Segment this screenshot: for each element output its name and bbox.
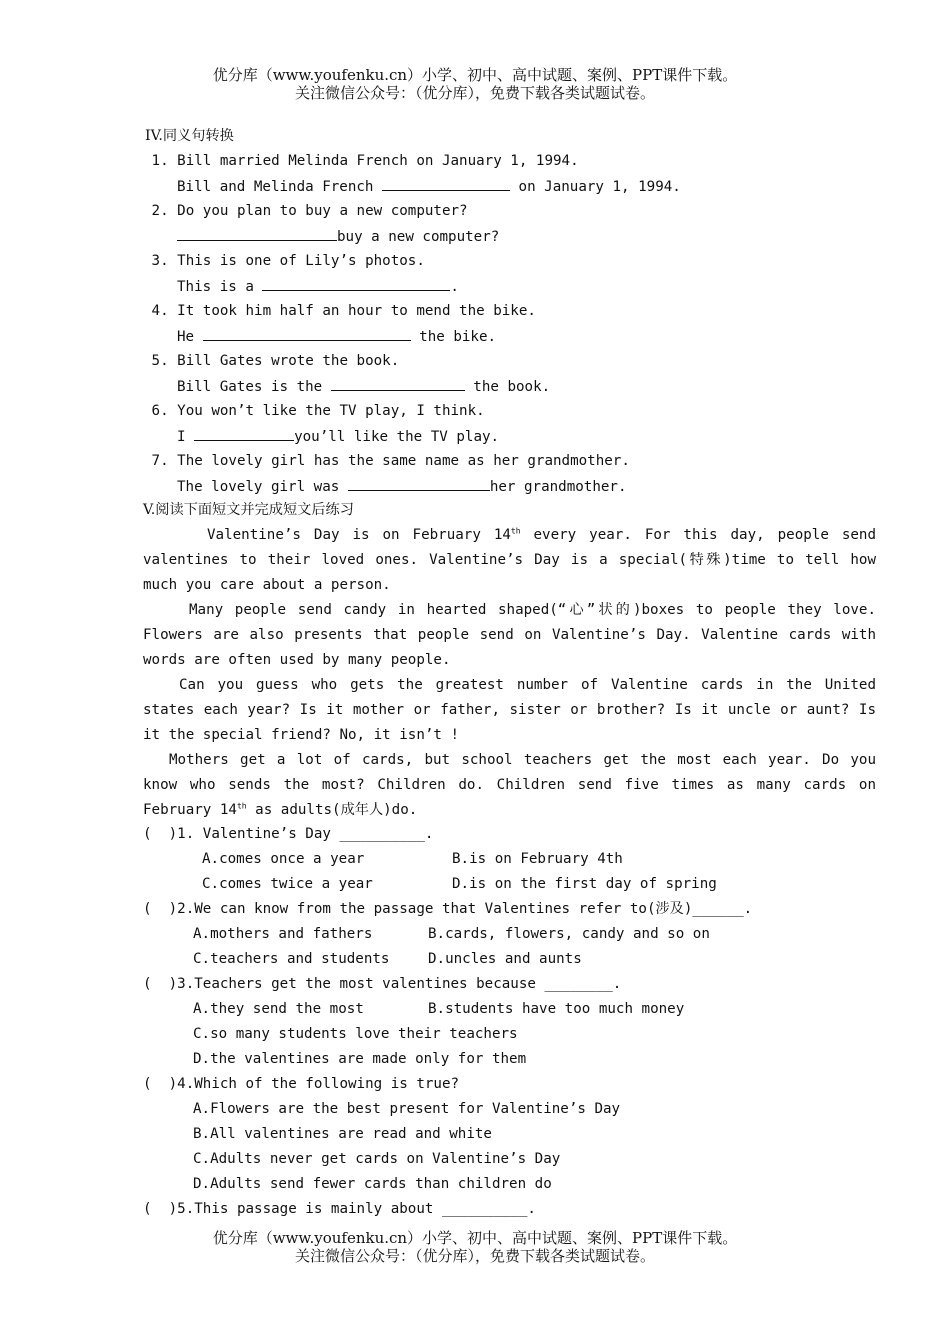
q3-option-b: B.students have too much money bbox=[428, 1001, 685, 1017]
passage-paragraph-1 bbox=[143, 523, 876, 598]
answer-text: her grandmother. bbox=[489, 479, 627, 495]
passage-paragraph-2: Many people send candy in hearted shaped(“心”状的)boxes to people they love. Flowers are also presents that people send on Valentine’s Day. Valentine cards with words are often used by many people. bbox=[143, 602, 876, 668]
superscript: th bbox=[236, 801, 247, 811]
section4-title: IV.同义句转换 bbox=[145, 128, 234, 144]
s4-q4: 4. It took him half an hour to mend the bike. bbox=[143, 303, 536, 319]
passage-text: every year. For this day, people send valentines to their loved ones. Valentine’s Day is a special(特殊)time to tell how much you care about a person. bbox=[143, 527, 876, 593]
s4-q3: 3. This is one of Lily’s photos. bbox=[143, 253, 425, 269]
q2-option-a: A.mothers and fathers bbox=[193, 926, 373, 942]
footer-line-2: 关注微信公众号：（优分库），免费下载各类试题试卷。 bbox=[294, 1247, 655, 1265]
q1-option-b: B.is on February 4th bbox=[452, 851, 623, 867]
q2-option-b: B.cards, flowers, candy and so on bbox=[428, 926, 710, 942]
header-line-2: 关注微信公众号：（优分库），免费下载各类试题试卷。 bbox=[294, 84, 655, 102]
q2-option-c: C.teachers and students bbox=[193, 951, 390, 967]
answer-text: Bill and Melinda French bbox=[177, 179, 382, 195]
s4-a1 bbox=[177, 176, 681, 197]
q3-option-d: D.the valentines are made only for them bbox=[193, 1051, 527, 1067]
passage-paragraph-3: Can you guess who gets the greatest number of Valentine cards in the United states each year? Is it mother or father, sister or brother? Is it uncle or aunt? Is it the special friend? No, it isn’t ! bbox=[143, 677, 876, 743]
q4-option-b: B.All valentines are read and white bbox=[193, 1126, 492, 1142]
s4-q5: 5. Bill Gates wrote the book. bbox=[143, 353, 400, 369]
passage-text: Valentine’s Day is on February 14 bbox=[207, 527, 511, 543]
s4-a6 bbox=[177, 426, 499, 447]
superscript: th bbox=[510, 526, 521, 536]
q1-option-d: D.is on the first day of spring bbox=[452, 876, 717, 892]
question-2-stem: ( )2.We can know from the passage that Valentines refer to(涉及)______. bbox=[143, 901, 753, 917]
answer-text: on January 1, 1994. bbox=[510, 179, 681, 195]
s4-a7 bbox=[177, 476, 627, 497]
q3-option-c: C.so many students love their teachers bbox=[193, 1026, 518, 1042]
s4-q2: 2. Do you plan to buy a new computer? bbox=[143, 203, 468, 219]
header-line-1: 优分库（www.youfenku.cn）小学、初中、高中试题、案例、PPT课件下载。 bbox=[212, 66, 738, 84]
s4-a2 bbox=[177, 226, 499, 247]
passage-text: Mothers get a lot of cards, but school teachers get the most each year. Do you know who sends the most? Children do. Children send five times as many cards on February 14 bbox=[143, 752, 876, 818]
answer-text: you’ll like the TV play. bbox=[294, 429, 500, 445]
s4-q1: 1. Bill married Melinda French on January 1, 1994. bbox=[143, 153, 579, 169]
q4-option-d: D.Adults send fewer cards than children do bbox=[193, 1176, 552, 1192]
footer-line-1: 优分库（www.youfenku.cn）小学、初中、高中试题、案例、PPT课件下载。 bbox=[212, 1229, 738, 1247]
question-5-stem: ( )5.This passage is mainly about __________. bbox=[143, 1201, 536, 1217]
answer-blank bbox=[331, 376, 465, 391]
page-header bbox=[0, 66, 950, 102]
answer-blank bbox=[203, 326, 411, 341]
answer-text: The lovely girl was bbox=[177, 479, 348, 495]
passage-text: as adults(成年人)do. bbox=[246, 802, 418, 818]
section5-title: V.阅读下面短文并完成短文后练习 bbox=[143, 502, 354, 518]
s4-q6: 6. You won’t like the TV play, I think. bbox=[143, 403, 485, 419]
answer-text: buy a new computer? bbox=[337, 229, 500, 245]
answer-text: the book. bbox=[464, 379, 551, 395]
q1-option-a: A.comes once a year bbox=[202, 851, 365, 867]
q3-option-a: A.they send the most bbox=[193, 1001, 364, 1017]
passage-paragraph-4 bbox=[143, 748, 876, 823]
q2-option-d: D.uncles and aunts bbox=[428, 951, 582, 967]
answer-text: . bbox=[450, 279, 459, 295]
answer-text: I bbox=[177, 429, 195, 445]
answer-text: the bike. bbox=[410, 329, 497, 345]
answer-text: Bill Gates is the bbox=[177, 379, 331, 395]
page-footer bbox=[0, 1229, 950, 1265]
answer-blank bbox=[194, 426, 294, 441]
answer-text: This is a bbox=[177, 279, 263, 295]
answer-blank bbox=[382, 176, 510, 191]
answer-blank bbox=[348, 476, 490, 491]
s4-a5 bbox=[177, 376, 550, 397]
s4-q7: 7. The lovely girl has the same name as her grandmother. bbox=[143, 453, 630, 469]
question-3-stem: ( )3.Teachers get the most valentines because ________. bbox=[143, 976, 622, 992]
s4-a4 bbox=[177, 326, 496, 347]
q4-option-a: A.Flowers are the best present for Valentine’s Day bbox=[193, 1101, 621, 1117]
answer-blank bbox=[262, 276, 450, 291]
q4-option-c: C.Adults never get cards on Valentine’s Day bbox=[193, 1151, 561, 1167]
q1-option-c: C.comes twice a year bbox=[202, 876, 373, 892]
s4-a3 bbox=[177, 276, 459, 297]
answer-blank bbox=[177, 226, 337, 241]
question-1-stem: ( )1. Valentine’s Day __________. bbox=[143, 826, 434, 842]
question-4-stem: ( )4.Which of the following is true? bbox=[143, 1076, 460, 1092]
answer-text: He bbox=[177, 329, 203, 345]
